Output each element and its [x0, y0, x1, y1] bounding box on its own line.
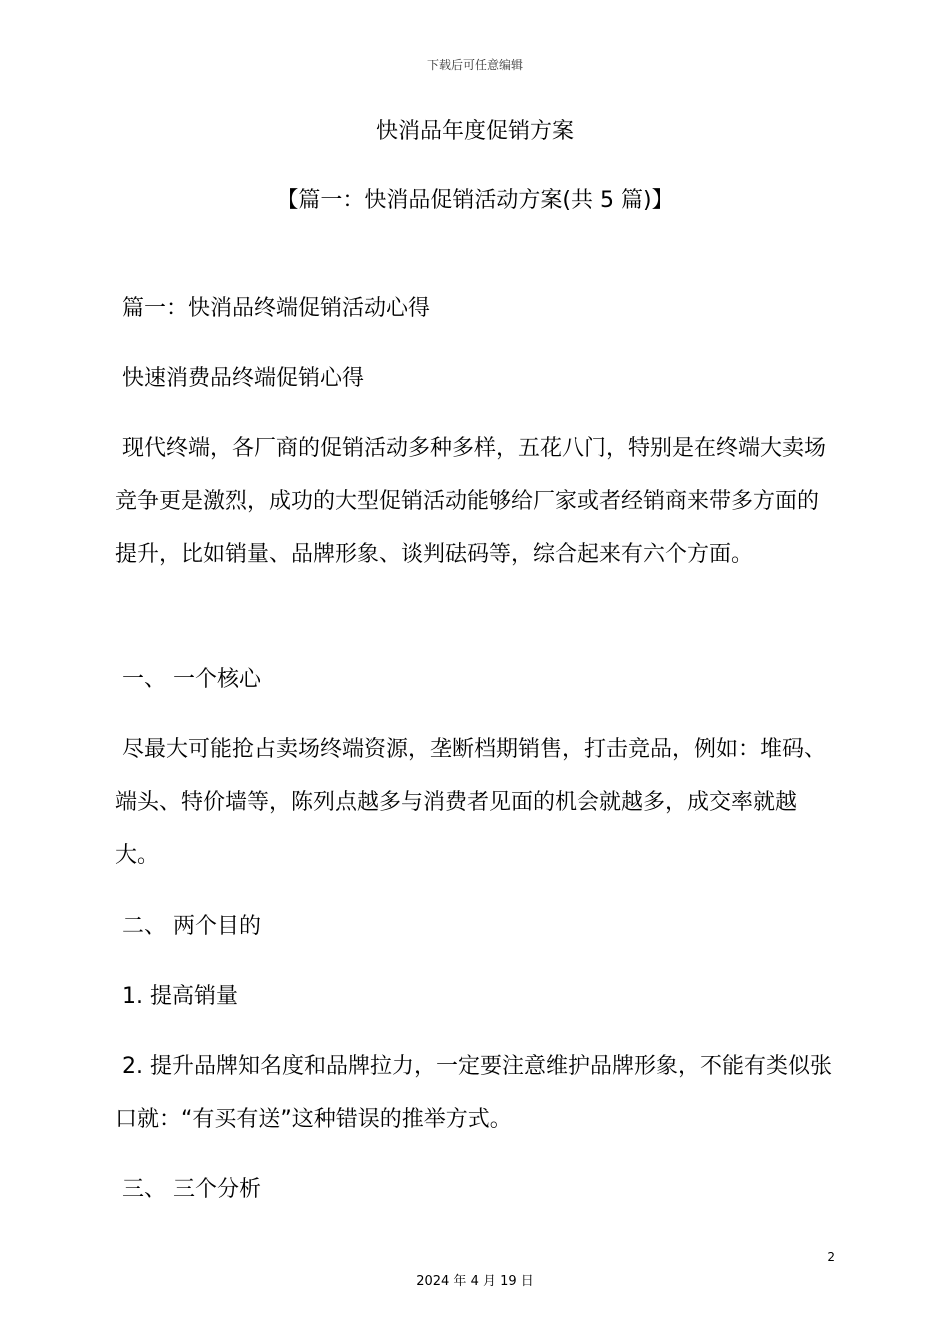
- heading-three-analyses: 三、 三个分析: [122, 1177, 261, 1202]
- goal-item-1: 1. 提高销量: [122, 984, 238, 1009]
- core-paragraph: 尽最大可能抢占卖场终端资源，垄断档期销售，打击竞品，例如：堆码、端头、特价墙等，陈列点越多与消费者见面的机会就越多，成交率就越大。: [115, 737, 827, 868]
- page-number: 2: [827, 1250, 835, 1264]
- heading-one-core: 一、 一个核心: [122, 667, 261, 692]
- goal-item-2: 2. 提升品牌知名度和品牌拉力，一定要注意维护品牌形象，不能有类似张口就：“有买有送”这种错误的推举方式。: [115, 1054, 832, 1132]
- document-title: 快消品年度促销方案: [375, 119, 574, 144]
- heading-two-goals: 二、 两个目的: [122, 914, 261, 939]
- document-subtitle: 【篇一：快消品促销活动方案(共 5 篇)】: [276, 188, 674, 213]
- footer-date: 2024 年 4 月 19 日: [416, 1274, 534, 1289]
- section-heading-part-one: 篇一：快消品终端促销活动心得: [122, 296, 431, 321]
- header-note: 下载后可任意编辑: [426, 58, 523, 72]
- section-subheading: 快速消费品终端促销心得: [122, 366, 365, 391]
- intro-paragraph: 现代终端，各厂商的促销活动多种多样，五花八门，特别是在终端大卖场竞争更是激烈，成功的大型促销活动能够给厂家或者经销商来带多方面的提升，比如销量、品牌形象、谈判砝码等，综合起来有六个方面。: [115, 436, 827, 567]
